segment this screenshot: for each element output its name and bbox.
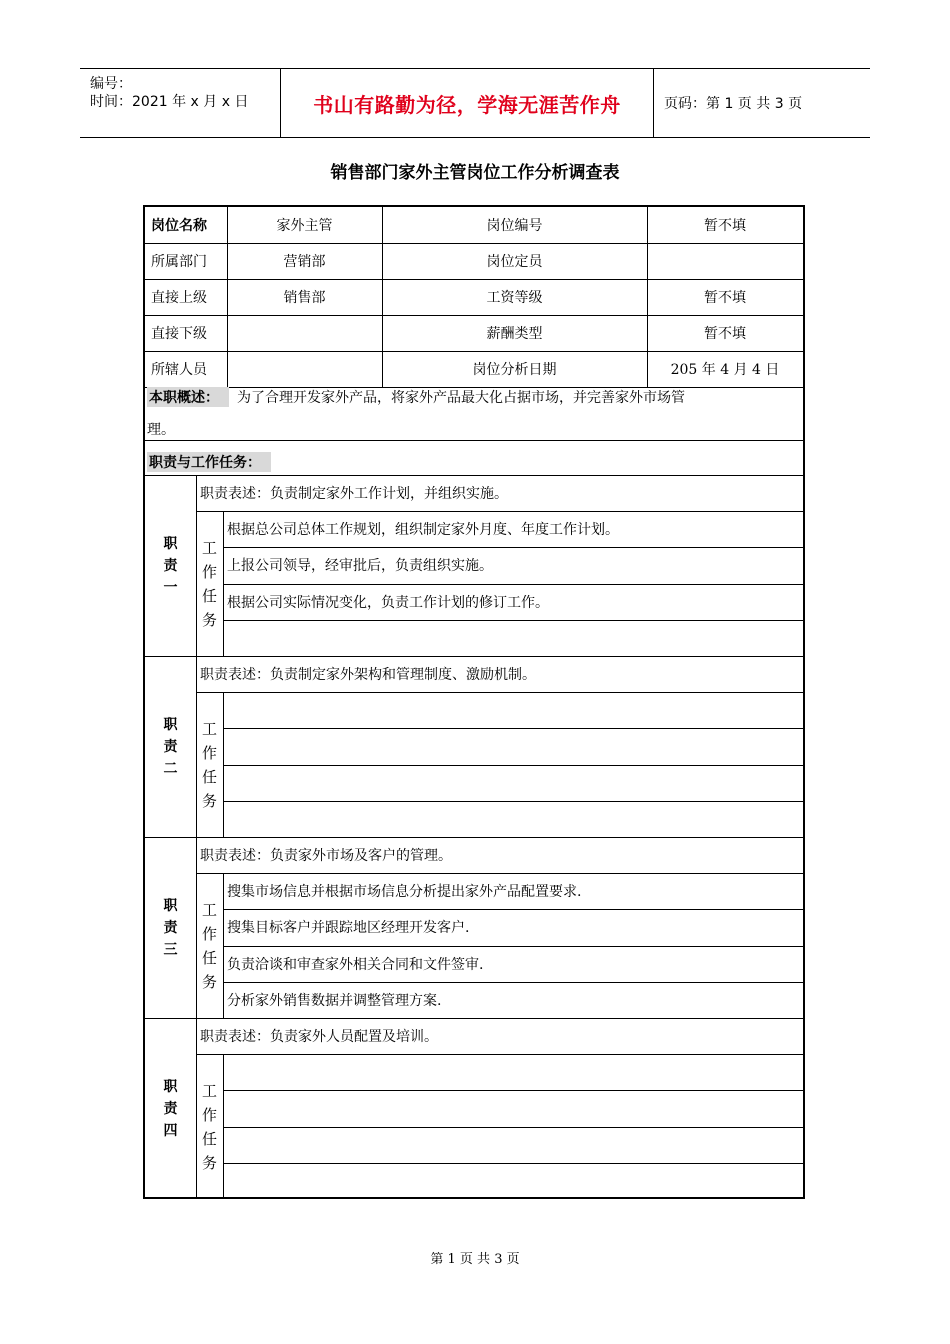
divider — [382, 207, 383, 387]
duty-label — [145, 1018, 196, 1199]
document-number: 编号： — [90, 76, 132, 92]
divider — [145, 440, 803, 441]
task-item: 分析家外销售数据并调整管理方案. — [227, 992, 442, 1009]
page-footer: 第 1 页 共 3 页 — [430, 1252, 520, 1267]
task-label-char: 务 — [201, 972, 217, 991]
duty-label-char: 三 — [163, 941, 178, 958]
divider — [196, 873, 803, 874]
document-date: 时间：2021 年 x 月 x 日 — [90, 94, 249, 110]
divider — [223, 1127, 803, 1128]
duty-description: 职责表述：负责家外市场及客户的管理。 — [200, 848, 452, 865]
divider — [223, 1090, 803, 1091]
task-item: 搜集目标客户并跟踪地区经理开发客户. — [227, 920, 470, 937]
divider — [145, 351, 803, 352]
field-value: 家外主管 — [276, 218, 333, 234]
field-label-2: 岗位分析日期 — [472, 362, 557, 378]
divider — [223, 1163, 803, 1164]
duty-label-char: 职 — [163, 897, 178, 914]
divider — [145, 243, 803, 244]
task-label-char: 作 — [201, 924, 217, 943]
field-value-2: 205 年 4 月 4 日 — [670, 362, 780, 378]
duty-description: 职责表述：负责制定家外架构和管理制度、激励机制。 — [200, 667, 536, 684]
duty-label-char: 二 — [163, 760, 178, 777]
task-label-char: 工 — [201, 538, 217, 557]
field-value: 营销部 — [283, 254, 326, 270]
task-label-char: 务 — [201, 610, 217, 629]
duty-label — [145, 475, 196, 656]
divider — [223, 620, 803, 621]
duty-label — [145, 656, 196, 837]
field-value-2 — [647, 243, 803, 279]
duty-label — [145, 837, 196, 1018]
field-label: 直接上级 — [151, 290, 207, 306]
field-label: 所辖人员 — [151, 362, 207, 378]
job-analysis-form — [143, 205, 805, 1199]
divider — [196, 656, 197, 837]
divider — [196, 511, 803, 512]
task-label-char: 任 — [201, 948, 217, 967]
divider — [223, 584, 803, 585]
header-meta — [80, 69, 281, 137]
summary-row — [145, 385, 685, 409]
field-label: 所属部门 — [151, 254, 207, 270]
task-label-char: 任 — [201, 586, 217, 605]
task-label-char: 工 — [201, 1081, 217, 1100]
task-label-char: 作 — [201, 562, 217, 581]
duty-label-char: 责 — [163, 1100, 178, 1117]
field-label-2: 岗位定员 — [486, 254, 543, 270]
duty-label-char: 一 — [163, 579, 178, 596]
task-label-char: 作 — [201, 1105, 217, 1124]
divider — [223, 909, 803, 910]
divider — [145, 279, 803, 280]
duty-description: 职责表述：负责家外人员配置及培训。 — [200, 1029, 438, 1046]
field-value-2: 暂不填 — [704, 290, 746, 306]
duties-header-row — [145, 450, 271, 474]
divider — [223, 982, 803, 983]
task-label — [196, 1054, 223, 1199]
header-motto: 书山有路勤为径，学海无涯苦作舟 — [281, 69, 654, 137]
summary-label: 本职概述： — [147, 387, 229, 407]
divider — [196, 837, 197, 1018]
task-label-char: 任 — [201, 1129, 217, 1148]
task-item: 根据公司实际情况变化，负责工作计划的修订工作。 — [227, 594, 549, 611]
divider — [223, 765, 803, 766]
task-label-char: 工 — [201, 900, 217, 919]
divider — [223, 728, 803, 729]
divider — [223, 511, 224, 656]
task-item: 根据总公司总体工作规划，组织制定家外月度、年度工作计划。 — [227, 522, 619, 539]
field-value — [227, 315, 382, 351]
field-label-2: 岗位编号 — [486, 218, 543, 234]
divider — [223, 547, 803, 548]
field-label: 直接下级 — [151, 326, 207, 342]
divider — [196, 692, 803, 693]
task-label — [196, 692, 223, 837]
divider — [196, 475, 197, 656]
duty-label-char: 责 — [163, 557, 178, 574]
field-label-2: 薪酬类型 — [486, 326, 543, 342]
field-label-2: 工资等级 — [486, 290, 543, 306]
task-label-char: 作 — [201, 743, 217, 762]
divider — [145, 315, 803, 316]
field-value — [227, 351, 382, 387]
task-label — [196, 873, 223, 1018]
divider — [223, 801, 803, 802]
divider — [227, 207, 228, 387]
task-label-char: 工 — [201, 719, 217, 738]
page-info: 页码：第 1 页 共 3 页 — [664, 96, 803, 112]
duty-description: 职责表述：负责制定家外工作计划，并组织实施。 — [200, 486, 508, 503]
duty-label-char: 职 — [163, 716, 178, 733]
divider — [196, 1054, 803, 1055]
summary-line-1: 为了合理开发家外产品，将家外产品最大化占据市场，并完善家外市场管 — [237, 390, 685, 406]
duties-header: 职责与工作任务： — [147, 452, 271, 472]
duty-label-char: 责 — [163, 919, 178, 936]
field-value: 销售部 — [283, 290, 326, 306]
task-item: 上报公司领导，经审批后，负责组织实施。 — [227, 558, 493, 575]
field-value-2: 暂不填 — [704, 218, 746, 234]
duty-label-char: 四 — [163, 1122, 178, 1139]
task-label-char: 任 — [201, 767, 217, 786]
field-label: 岗位名称 — [151, 218, 207, 234]
divider — [223, 873, 224, 1018]
divider — [223, 1054, 224, 1199]
task-label-char: 务 — [201, 791, 217, 810]
divider — [647, 207, 648, 387]
task-label — [196, 511, 223, 656]
field-value-2: 暂不填 — [704, 326, 746, 342]
document-title: 销售部门家外主管岗位工作分析调查表 — [330, 163, 620, 183]
divider — [223, 946, 803, 947]
duty-label-char: 责 — [163, 738, 178, 755]
divider — [196, 1018, 197, 1199]
summary-line-2: 理。 — [147, 422, 175, 438]
task-item: 负责洽谈和审查家外相关合同和文件签审. — [227, 956, 484, 973]
task-label-char: 务 — [201, 1153, 217, 1172]
page-header — [80, 68, 870, 138]
duty-label-char: 职 — [163, 535, 178, 552]
duty-label-char: 职 — [163, 1078, 178, 1095]
divider — [223, 692, 224, 837]
task-item: 搜集市场信息并根据市场信息分析提出家外产品配置要求. — [227, 884, 582, 901]
